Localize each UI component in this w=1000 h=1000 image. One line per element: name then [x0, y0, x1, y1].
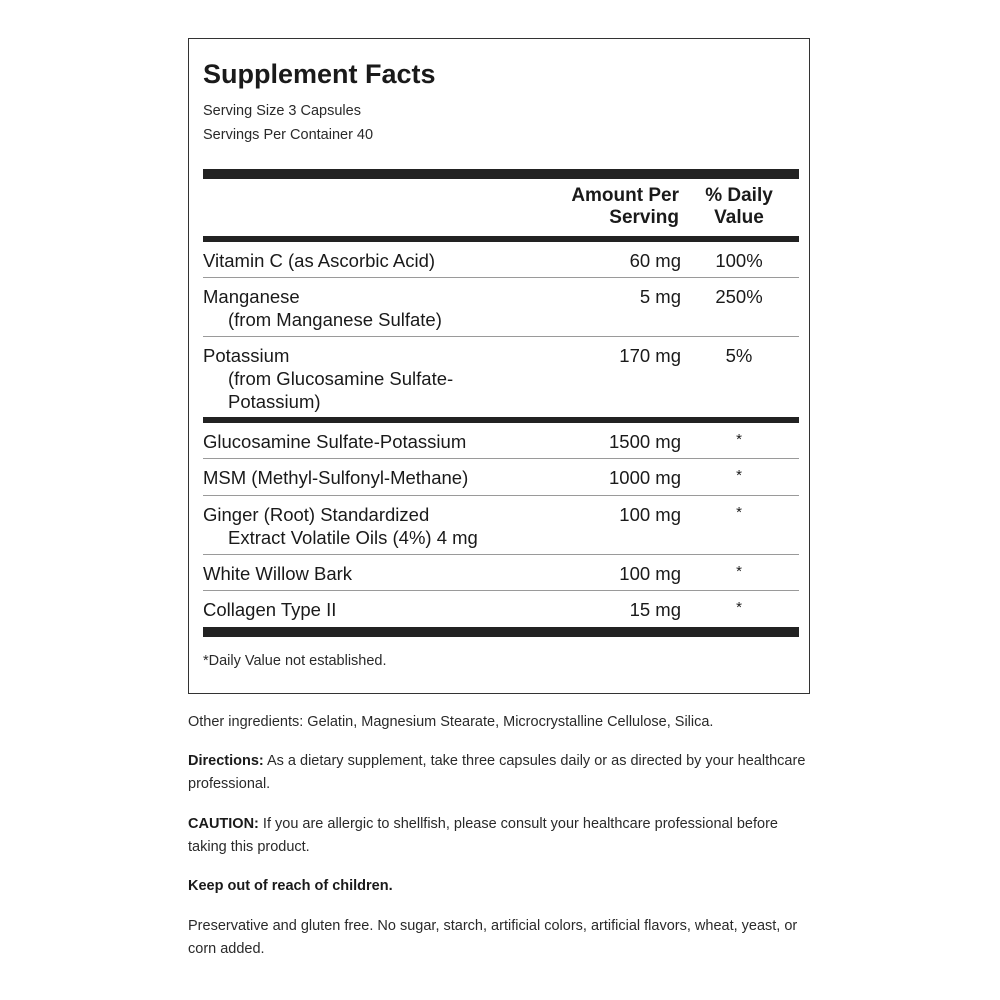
nutrient-daily-value: 100% [715, 250, 763, 271]
nutrient-source: (from Manganese Sulfate) [228, 309, 442, 330]
header-daily-value [689, 185, 789, 229]
nutrient-amount: 1000 mg [609, 467, 681, 488]
nutrient-daily-value: * [736, 599, 742, 616]
caution [188, 813, 818, 859]
header-amount-line1: Amount Per [571, 185, 679, 206]
serving-size: Serving Size 3 Capsules [203, 103, 361, 119]
nutrient-name: Collagen Type II [203, 599, 337, 620]
nutrient-daily-value: * [736, 431, 742, 448]
directions-text: As a dietary supplement, take three capsules daily or as directed by your healthcare professional. [188, 753, 806, 792]
nutrient-source: Extract Volatile Oils (4%) 4 mg [228, 527, 478, 548]
divider-header [203, 236, 799, 242]
header-dv-line2: Value [714, 207, 764, 228]
free-from-statement: Preservative and gluten free. No sugar, starch, artificial colors, artificial flavors, wheat, yeast, or corn added. [188, 918, 798, 957]
nutrient-amount: 1500 mg [609, 431, 681, 452]
servings-per-container: Servings Per Container 40 [203, 127, 374, 143]
header-dv-line1: % Daily [705, 185, 773, 206]
nutrient-name: MSM (Methyl-Sulfonyl-Methane) [203, 467, 469, 488]
nutrient-name: Glucosamine Sulfate-Potassium [203, 431, 467, 452]
header-amount-line2: Serving [609, 207, 679, 228]
row-divider [203, 458, 799, 459]
nutrient-daily-value: 250% [715, 286, 763, 307]
nutrient-amount: 15 mg [629, 599, 681, 620]
divider-thick-bottom [203, 627, 799, 637]
divider-mid [203, 417, 799, 423]
caution-label: CAUTION: [188, 816, 259, 832]
header-amount-per-serving [529, 185, 679, 229]
row-divider [203, 495, 799, 496]
caution-text: If you are allergic to shellfish, please consult your healthcare professional before taking this product. [188, 816, 778, 855]
nutrient-daily-value: * [736, 504, 742, 521]
keep-out-text: Keep out of reach of children. [188, 878, 393, 894]
row-divider [203, 336, 799, 337]
panel-title: Supplement Facts [203, 59, 436, 89]
nutrient-source: (from Glucosamine Sulfate- [228, 368, 454, 389]
directions [188, 750, 818, 796]
keep-out-warning [188, 875, 818, 898]
nutrient-daily-value: * [736, 563, 742, 580]
row-divider [203, 590, 799, 591]
nutrient-source: Potassium) [228, 391, 321, 412]
supplement-facts-panel [188, 38, 810, 694]
row-divider [203, 554, 799, 555]
nutrient-amount: 100 mg [619, 563, 681, 584]
divider-thick-top [203, 169, 799, 179]
row-divider [203, 277, 799, 278]
nutrient-name: Ginger (Root) Standardized Extract Volatile Oils (4%) 4 mg [203, 504, 478, 548]
nutrient-daily-value: * [736, 467, 742, 484]
nutrient-amount: 170 mg [619, 345, 681, 366]
nutrient-name: Vitamin C (as Ascorbic Acid) [203, 250, 436, 271]
nutrient-amount: 60 mg [629, 250, 681, 271]
nutrient-name: Manganese (from Manganese Sulfate) [203, 286, 442, 330]
nutrient-amount: 5 mg [639, 286, 681, 307]
other-ingredients: Other ingredients: Gelatin, Magnesium Stearate, Microcrystalline Cellulose, Silica. [188, 714, 714, 730]
nutrient-daily-value: 5% [725, 345, 753, 366]
nutrient-amount: 100 mg [619, 504, 681, 525]
directions-label: Directions: [188, 753, 264, 769]
daily-value-footnote: *Daily Value not established. [203, 653, 387, 669]
nutrient-name: White Willow Bark [203, 563, 353, 584]
nutrient-name: Potassium (from Glucosamine Sulfate- Potassium) [203, 345, 454, 412]
